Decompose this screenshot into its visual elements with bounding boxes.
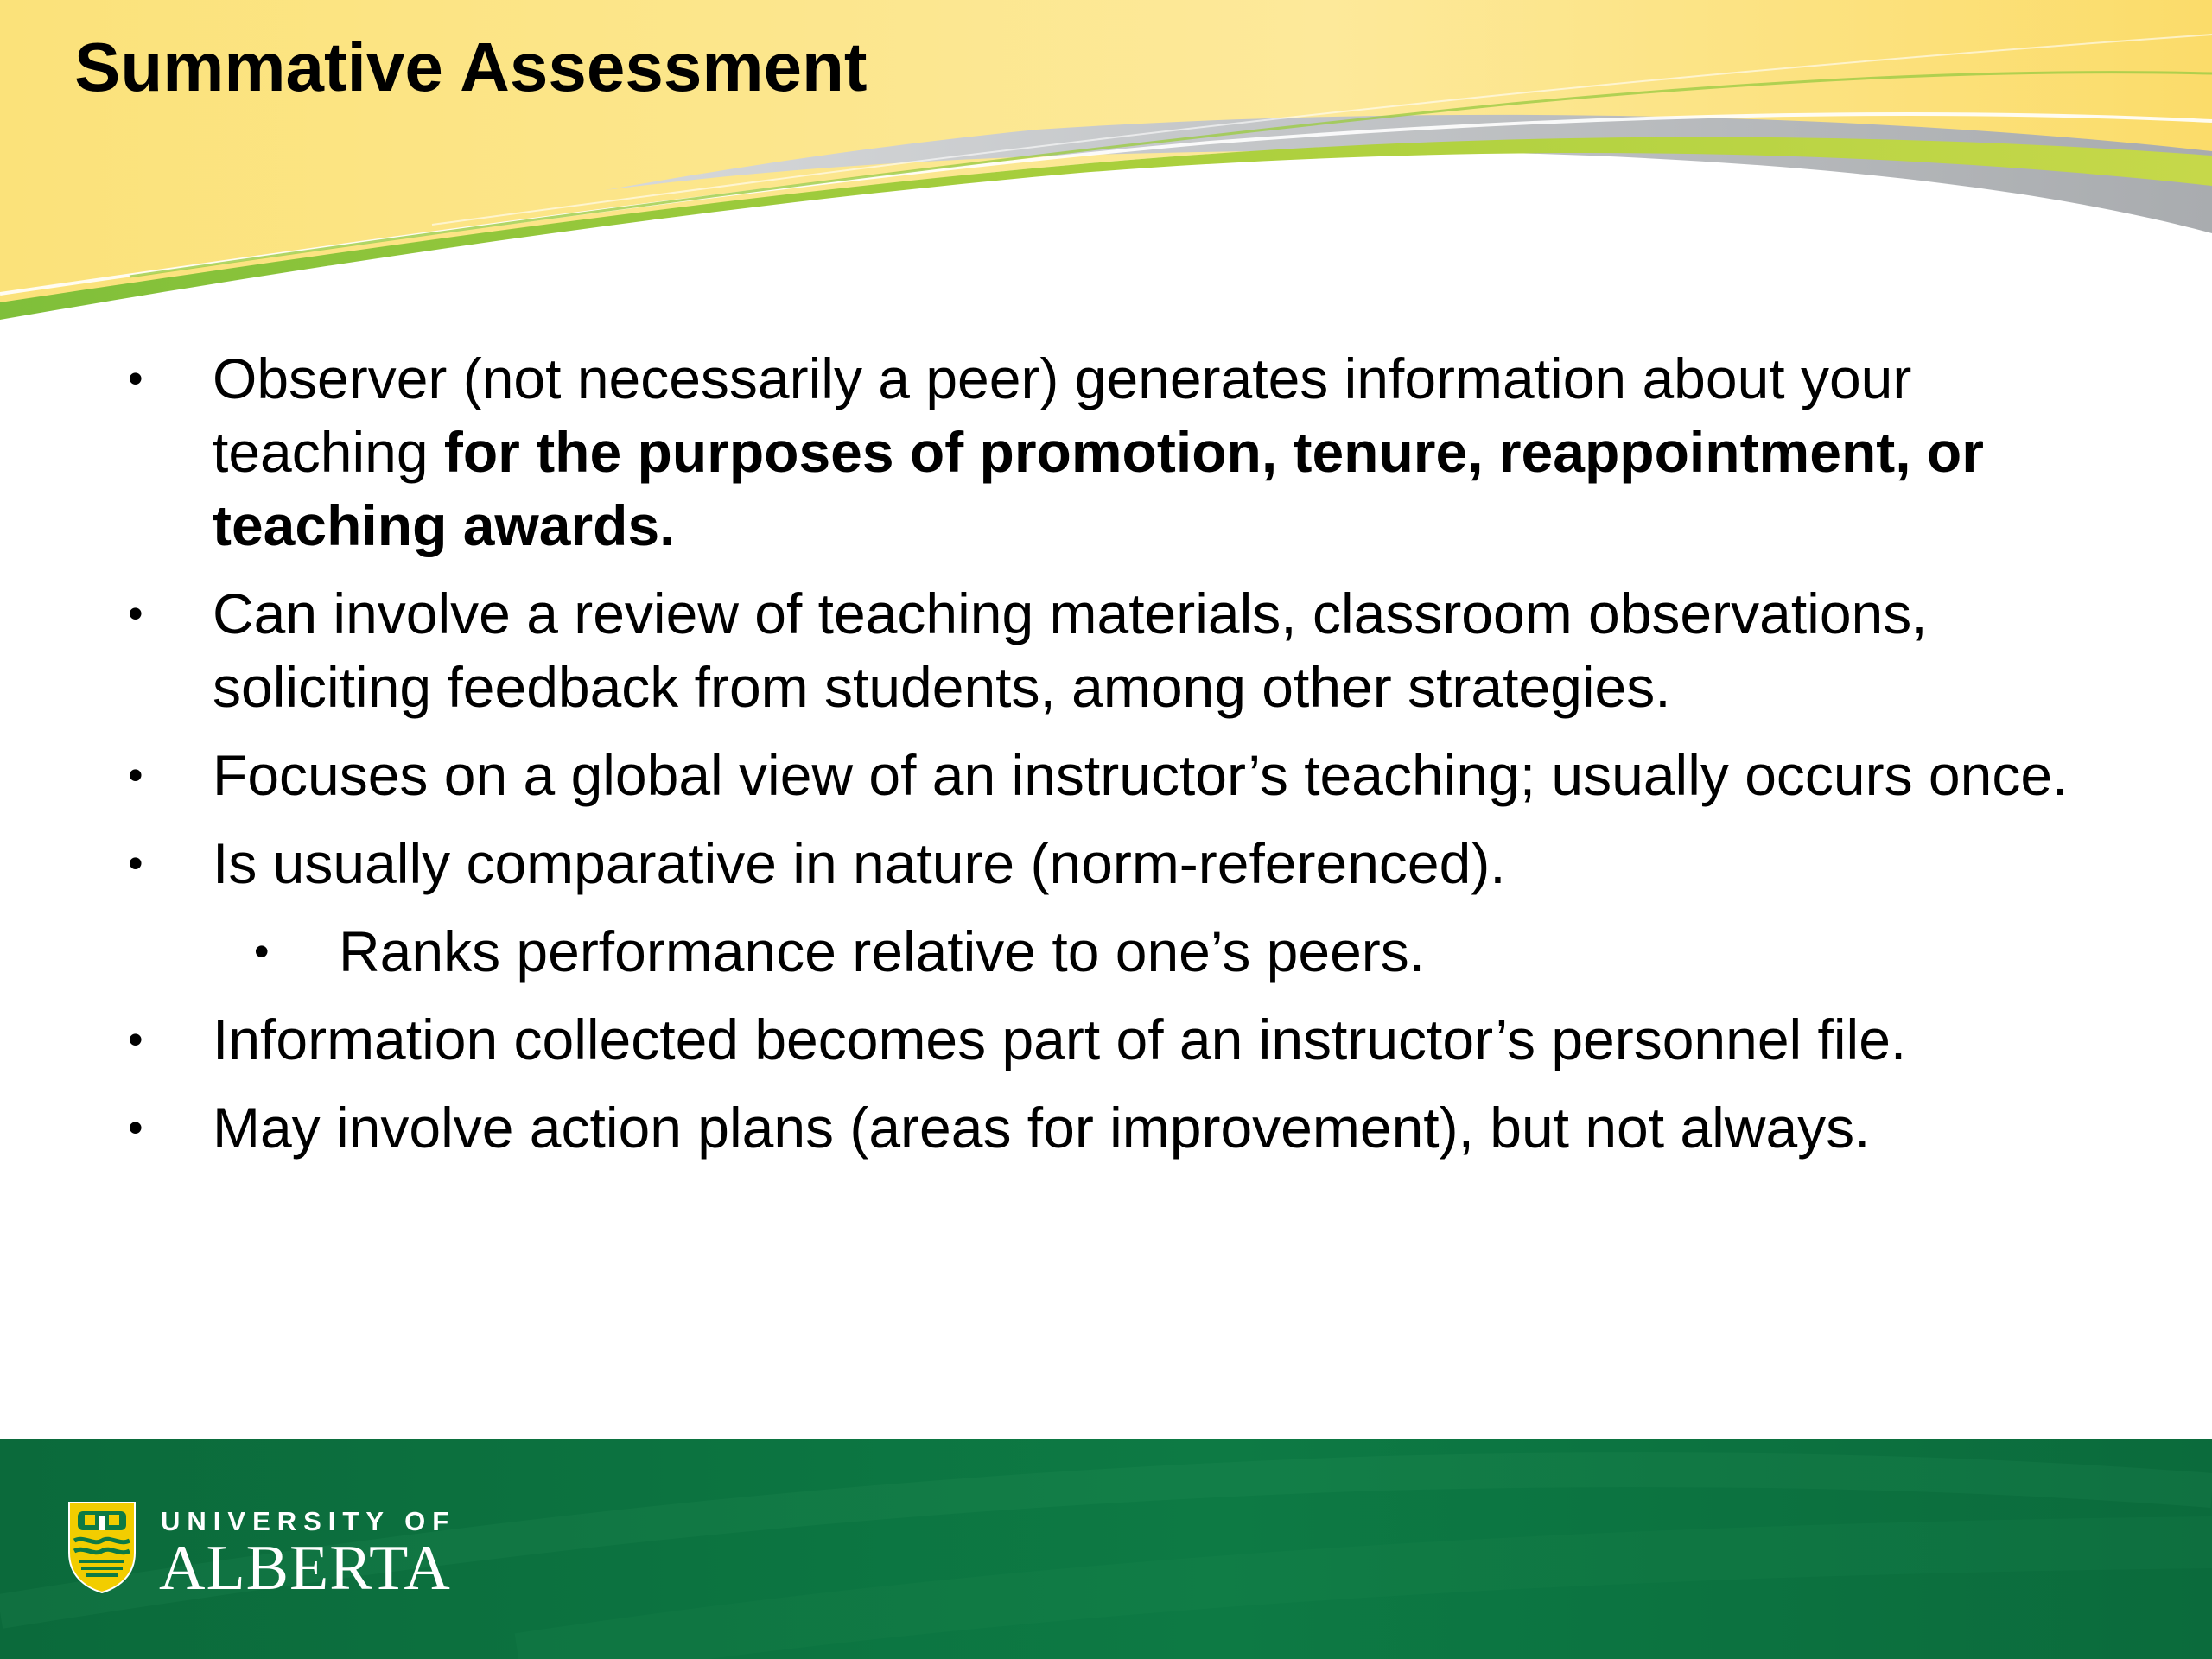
- bullet-text: Observer (not necessarily a peer) generates information about your teaching: [213, 346, 1912, 484]
- bullet-text: May involve action plans (areas for improvement), but not always.: [213, 1096, 1871, 1160]
- bullet-item: [0, 827, 2212, 900]
- bullet-text: Ranks performance relative to one’s peers.: [339, 919, 1426, 983]
- slide-title: Summative Assessment: [74, 29, 868, 105]
- sub-bullet-item: [0, 915, 2212, 988]
- bullet-item: [0, 577, 2212, 724]
- bullet-text: Can involve a review of teaching materials, classroom observations, soliciting feedback from students, among other strategies.: [213, 582, 1928, 719]
- university-logo[interactable]: [66, 1499, 454, 1603]
- bullet-dot-icon: •: [128, 1103, 143, 1152]
- university-crest-icon: [66, 1499, 138, 1594]
- bullet-bold-text: for the purposes of promotion, tenure, reappointment, or teaching awards.: [213, 420, 1984, 557]
- bullet-dot-icon: •: [128, 839, 143, 887]
- bullet-item: [0, 342, 2212, 563]
- bullet-dot-icon: •: [128, 354, 143, 403]
- bullet-dot-icon: •: [128, 751, 143, 799]
- bullet-dot-icon: •: [128, 1015, 143, 1064]
- bullet-dot-icon: •: [254, 927, 270, 976]
- bullet-dot-icon: •: [128, 589, 143, 638]
- bullet-text: Is usually comparative in nature (norm-referenced).: [213, 831, 1506, 895]
- logo-university-of: UNIVERSITY OF: [161, 1506, 456, 1536]
- logo-alberta: ALBERTA: [159, 1533, 451, 1604]
- bullet-item: [0, 1091, 2212, 1165]
- bullet-text: Information collected becomes part of an instructor’s personnel file.: [213, 1007, 1907, 1071]
- bullet-text: Focuses on a global view of an instructor’s teaching; usually occurs once.: [213, 743, 2069, 807]
- bullet-item: [0, 1003, 2212, 1077]
- bullet-list: [0, 342, 2212, 1179]
- bullet-item: [0, 739, 2212, 812]
